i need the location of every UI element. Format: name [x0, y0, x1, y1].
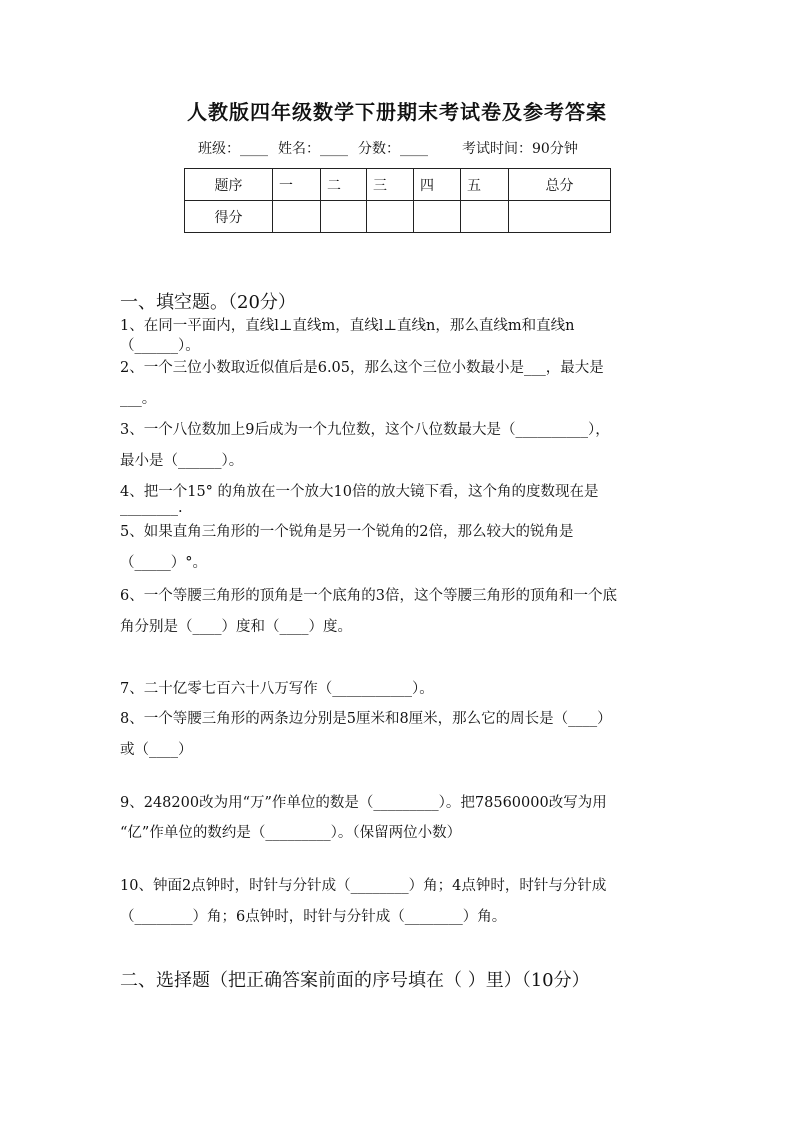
question-line: “亿”作单位的数约是（_________）。（保留两位小数）	[120, 825, 462, 841]
question-line: 10、钟面2点钟时，时针与分针成（________）角；4点钟时，时针与分针成	[120, 878, 607, 894]
question-line: 6、一个等腰三角形的顶角是一个底角的3倍，这个等腰三角形的顶角和一个底	[120, 588, 617, 604]
score-cell-2	[321, 201, 367, 233]
header-cell-order: 题序	[185, 169, 273, 201]
header-cell-total: 总分	[509, 169, 611, 201]
question-line: 5、如果直角三角形的一个锐角是另一个锐角的2倍，那么较大的锐角是	[120, 524, 574, 540]
question-line: 8、一个等腰三角形的两条边分别是5厘米和8厘米，那么它的周长是（____）	[120, 711, 612, 727]
row-label-score: 得分	[185, 201, 273, 233]
header-cell-3: 三	[367, 169, 414, 201]
question-line: 角分别是（____）度和（____）度。	[120, 619, 352, 635]
question-line: 3、一个八位数加上9后成为一个九位数，这个八位数最大是（__________），	[120, 422, 610, 438]
section-fill-blank-title: 一、填空题。（20分）	[120, 292, 296, 313]
question-line: 4、把一个15° 的角放在一个放大10倍的放大镜下看，这个角的度数现在是	[120, 484, 599, 500]
question-line: 9、248200改为用“万”作单位的数是（_________）。把78560000改写为用	[120, 795, 607, 811]
score-table	[184, 168, 611, 233]
score-table-score-row	[185, 201, 611, 233]
section-choice-title: 二、选择题（把正确答案前面的序号填在（ ）里）（10分）	[120, 970, 590, 991]
question-line: （______）。	[120, 338, 200, 354]
score-table-header-row	[185, 169, 611, 201]
name-field: 姓名：____	[278, 141, 348, 157]
header-cell-5: 五	[461, 169, 509, 201]
question-line: 最小是（______）。	[120, 453, 244, 469]
page-title: 人教版四年级数学下册期末考试卷及参考答案	[187, 100, 607, 124]
score-cell-total	[509, 201, 611, 233]
question-line: （_____）°。	[120, 555, 207, 571]
question-line: （________）角；6点钟时，时针与分针成（________）角。	[120, 909, 507, 925]
question-line: ___。	[120, 391, 157, 407]
exam-time: 考试时间：90分钟	[462, 141, 578, 157]
question-line: 1、在同一平面内，直线l⊥直线m，直线l⊥直线n，那么直线m和直线n	[120, 318, 575, 334]
header-cell-4: 四	[414, 169, 461, 201]
score-field: 分数：____	[358, 141, 428, 157]
question-line: 或（____）	[120, 742, 193, 758]
score-cell-1	[273, 201, 321, 233]
header-cell-2: 二	[321, 169, 367, 201]
question-line: 7、二十亿零七百六十八万写作（___________）。	[120, 681, 434, 697]
score-cell-3	[367, 201, 414, 233]
header-cell-1: 一	[273, 169, 321, 201]
question-line: 2、一个三位小数取近似值后是6.05，那么这个三位小数最小是___，最大是	[120, 360, 604, 376]
score-cell-4	[414, 201, 461, 233]
class-field: 班级：____	[198, 141, 268, 157]
question-line: ________.	[120, 500, 183, 516]
score-cell-5	[461, 201, 509, 233]
